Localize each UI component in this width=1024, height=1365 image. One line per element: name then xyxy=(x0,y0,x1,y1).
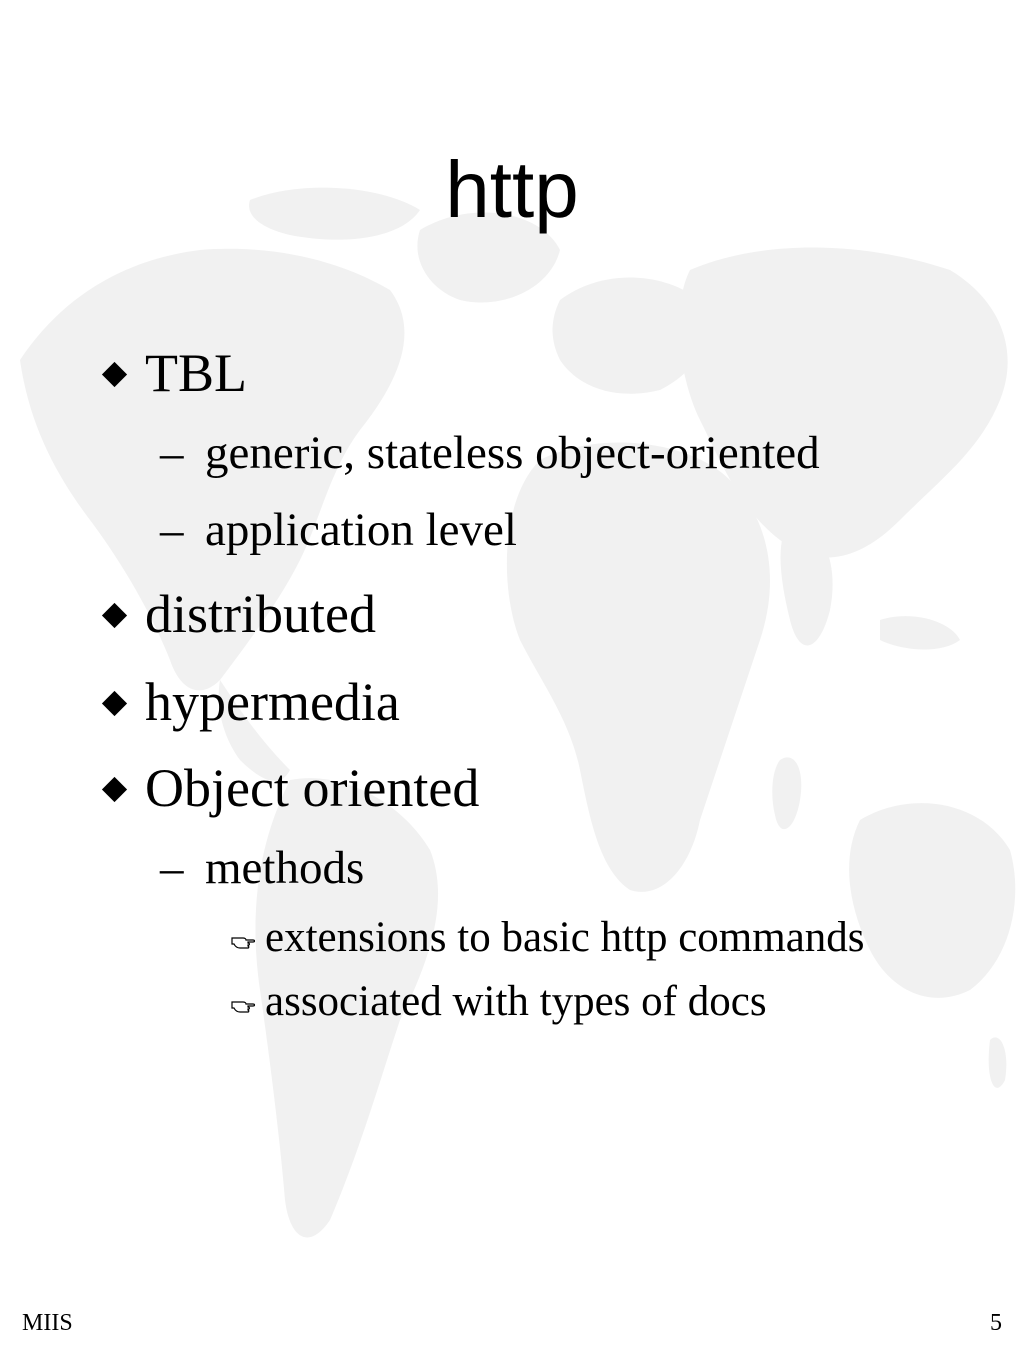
diamond-bullet-icon xyxy=(101,361,128,388)
item-extensions: extensions to basic http commands xyxy=(265,914,865,961)
dash-bullet: – xyxy=(160,842,184,894)
bullet-tbl: TBL xyxy=(145,343,247,403)
item-associated-docs: associated with types of docs xyxy=(265,978,767,1025)
bullet-object-oriented: Object oriented xyxy=(145,758,480,818)
dash-bullet: – xyxy=(160,504,184,556)
diamond-bullet-icon xyxy=(101,690,128,717)
footer-label: MIIS xyxy=(22,1310,73,1336)
sub-bullet-generic: generic, stateless object-oriented xyxy=(205,427,820,479)
bullet-hypermedia: hypermedia xyxy=(145,672,400,732)
bullet-distributed: distributed xyxy=(145,584,376,644)
page-number: 5 xyxy=(990,1310,1002,1336)
sub-bullet-methods: methods xyxy=(205,842,365,894)
diamond-bullet-icon xyxy=(101,602,128,629)
diamond-bullet-icon xyxy=(101,776,128,803)
pointing-hand-icon xyxy=(231,996,257,1014)
dash-bullet: – xyxy=(160,427,184,479)
sub-bullet-application-level: application level xyxy=(205,504,517,556)
pointing-hand-icon xyxy=(231,932,257,950)
slide-title: http xyxy=(445,145,579,234)
